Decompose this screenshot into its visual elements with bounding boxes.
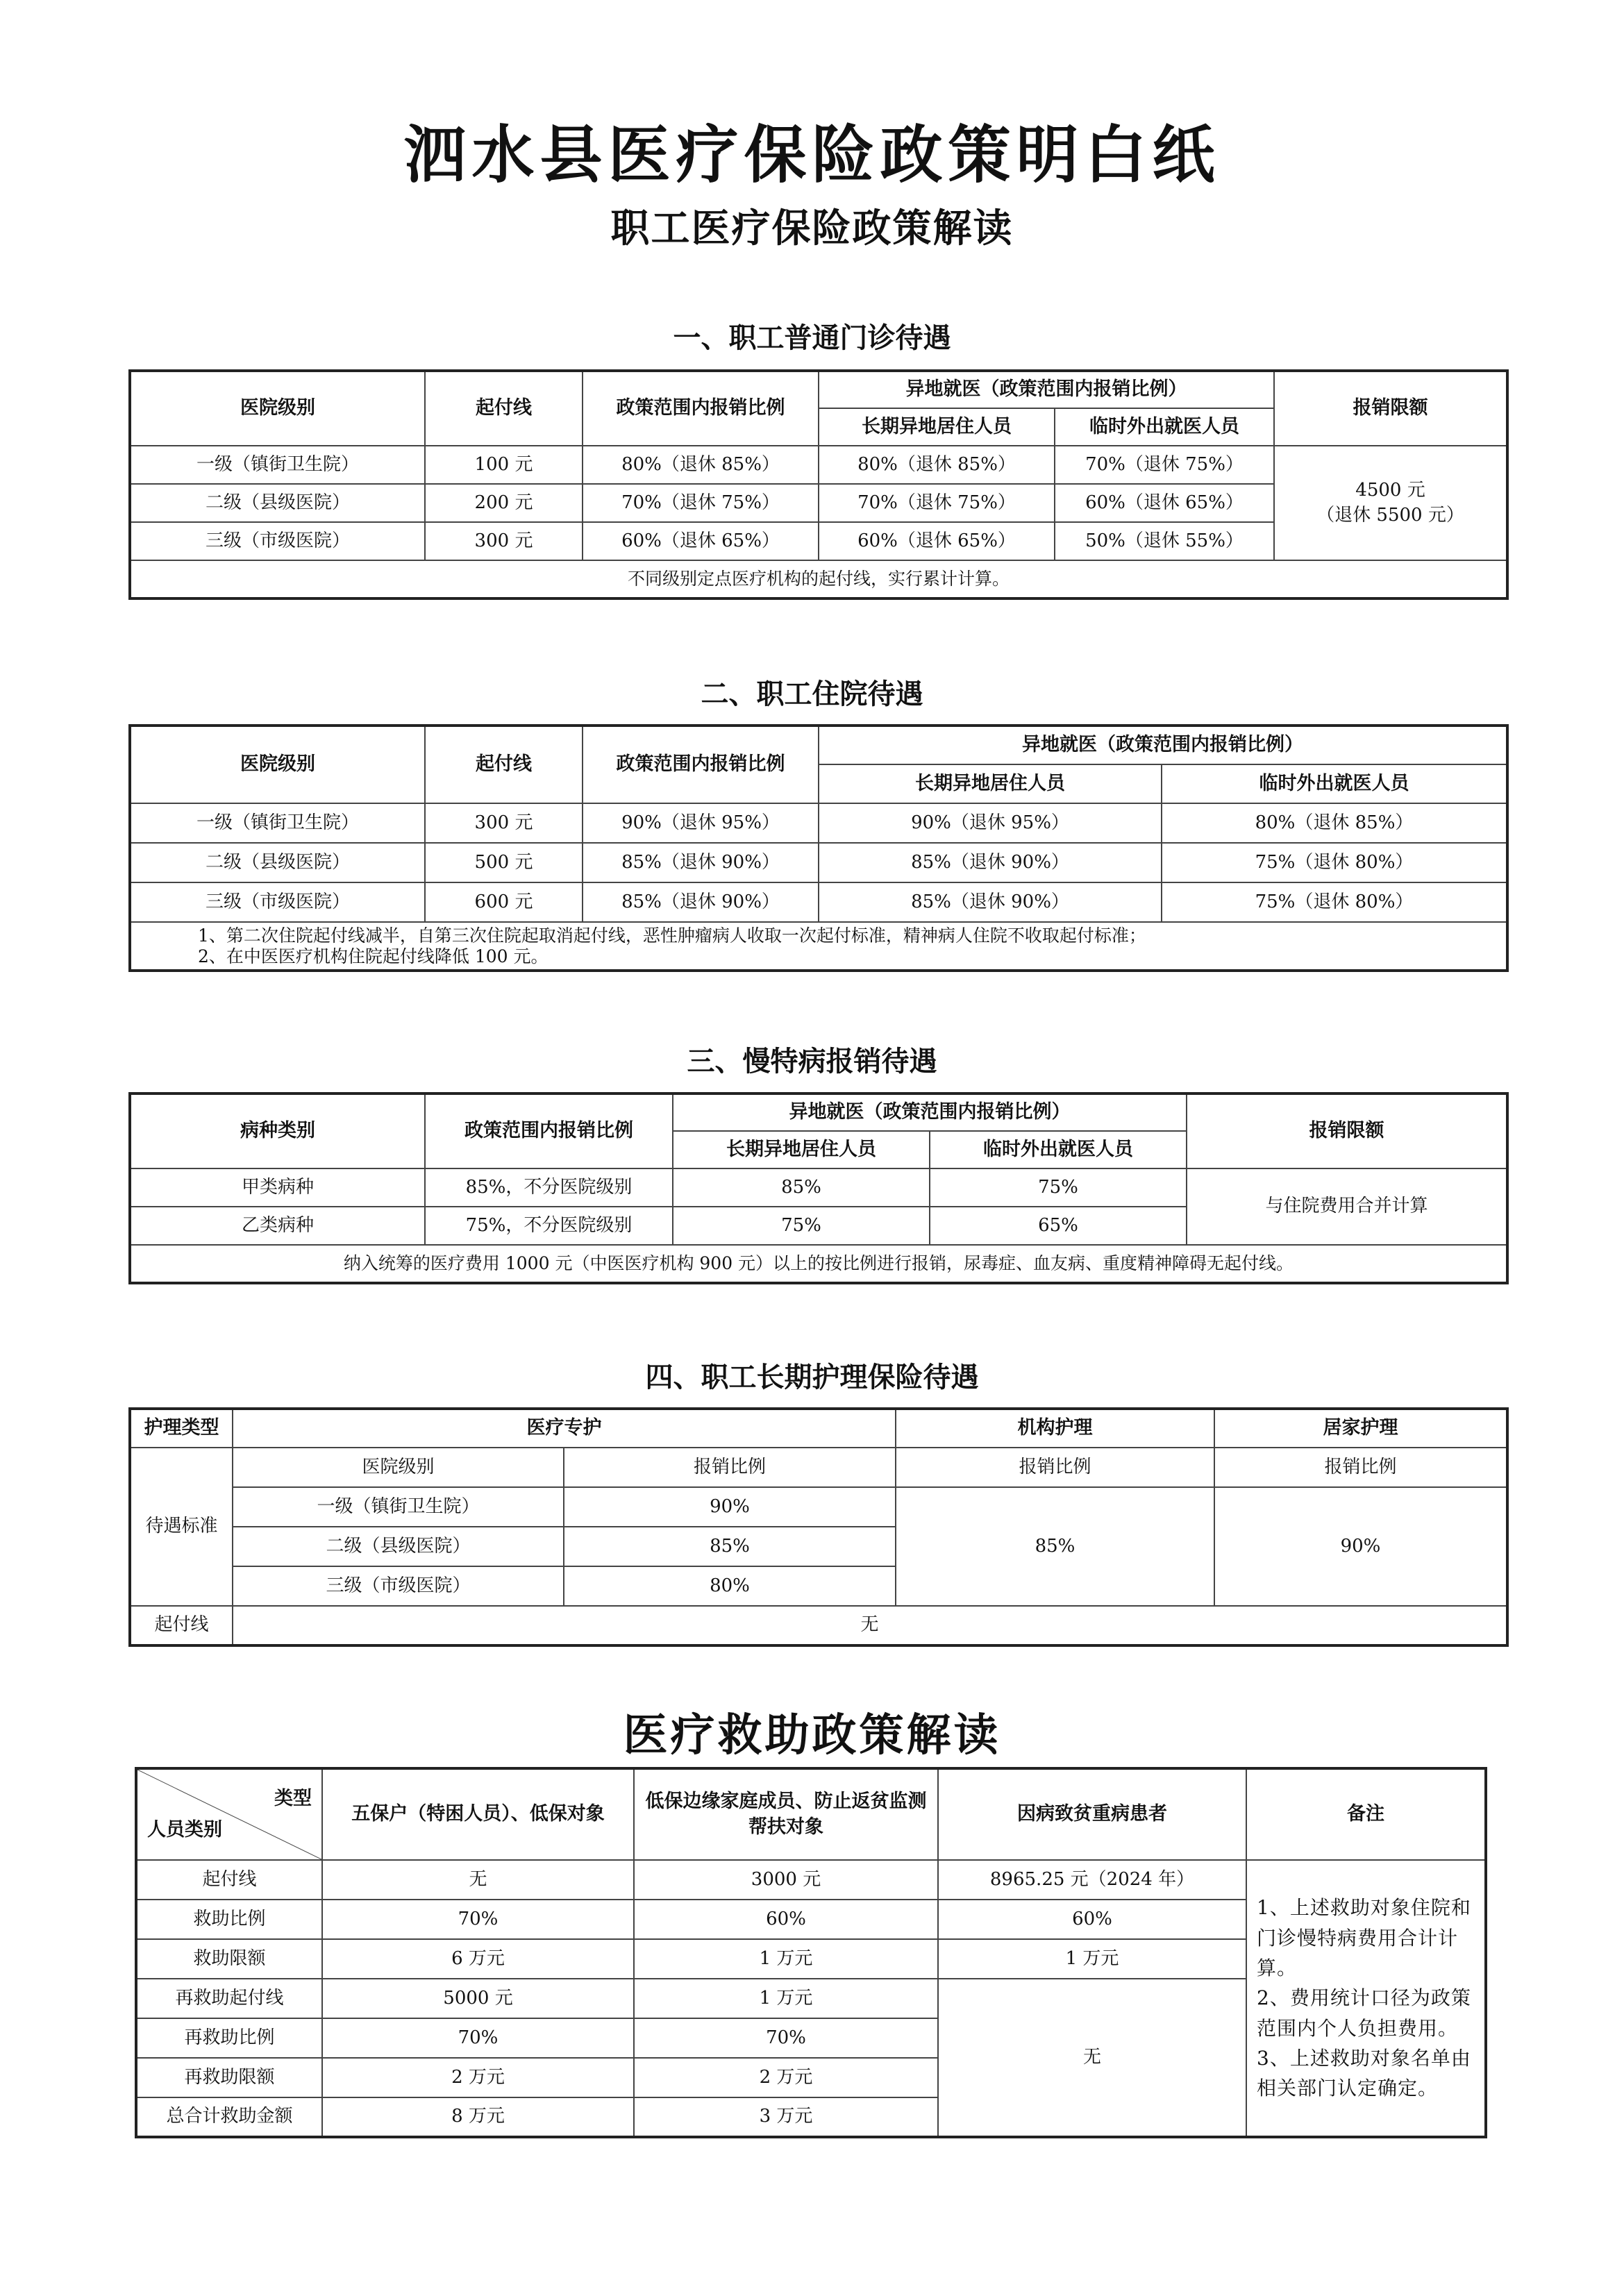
table-cell: 90%（退休 95%） [819, 803, 1162, 843]
table-cell: 200 元 [425, 484, 583, 522]
header-illness-poverty: 因病致贫重病患者 [938, 1768, 1246, 1860]
limit-retired: （退休 5500 元） [1316, 504, 1464, 526]
table-cell: 60%（退休 65%） [819, 522, 1055, 560]
table-cell: 300 元 [425, 803, 583, 843]
table-cell: 3000 元 [634, 1860, 938, 1900]
threshold-value: 无 [233, 1606, 1507, 1645]
table-note [130, 922, 1507, 971]
remark-line: 2、费用统计口径为政策范围内个人负担费用。 [1257, 1986, 1471, 2040]
assistance-title: 医疗救助政策解读 [623, 1709, 1001, 1761]
table-cell: 80% [564, 1566, 896, 1606]
header-five-guarantee: 五保户（特困人员）、低保对象 [322, 1768, 634, 1860]
table-cell: 2 万元 [322, 2058, 634, 2097]
header-long-term-resident: 长期异地居住人员 [819, 408, 1055, 446]
table-cell: 2 万元 [634, 2058, 938, 2097]
table-cell: 70% [322, 1900, 634, 1939]
header-institution-care: 机构护理 [896, 1409, 1214, 1448]
table-cell: 报销比例 [1214, 1448, 1507, 1487]
table-cell: 一级（镇街卫生院） [233, 1487, 564, 1527]
table-cell: 500 元 [425, 843, 583, 882]
table-cell: 80%（退休 85%） [583, 446, 819, 484]
table-note: 纳入统筹的医疗费用 1000 元（中医医疗机构 900 元）以上的按比例进行报销，尿毒症、血友病、重度精神障碍无起付线。 [130, 1245, 1507, 1283]
home-value: 90% [1214, 1487, 1507, 1606]
table-cell: 1 万元 [634, 1979, 938, 2018]
table-cell: 75%（退休 80%） [1162, 843, 1507, 882]
header-remote-care: 异地就医（政策范围内报销比例） [673, 1093, 1187, 1131]
header-medical-care: 医疗专护 [233, 1409, 896, 1448]
table-cell: 85%（退休 90%） [819, 882, 1162, 922]
header-long-term-resident: 长期异地居住人员 [819, 764, 1162, 803]
table-cell: 一级（镇街卫生院） [130, 446, 425, 484]
table-cell: 75% [930, 1168, 1187, 1207]
table-cell: 再救助起付线 [136, 1979, 322, 2018]
header-hospital-level: 医院级别 [130, 726, 425, 803]
table-cell: 1 万元 [938, 1939, 1246, 1979]
table-cell: 70%（退休 75%） [1055, 446, 1274, 484]
section2-title: 二、职工住院待遇 [701, 678, 923, 710]
header-temporary-visit: 临时外出就医人员 [1055, 408, 1274, 446]
table-cell: 70%（退休 75%） [819, 484, 1055, 522]
table-cell: 70% [634, 2018, 938, 2058]
note-line: 2、在中医医疗机构住院起付线降低 100 元。 [198, 946, 549, 966]
table-cell: 1 万元 [634, 1939, 938, 1979]
remarks-cell [1246, 1860, 1486, 2137]
outpatient-table [128, 369, 1509, 600]
limit-cell: 与住院费用合并计算 [1187, 1168, 1507, 1245]
table-cell: 二级（县级医院） [233, 1527, 564, 1566]
header-remote-care: 异地就医（政策范围内报销比例） [819, 371, 1274, 408]
assistance-table [135, 1767, 1487, 2138]
table-cell: 救助比例 [136, 1900, 322, 1939]
limit-value: 4500 元 [1355, 480, 1425, 501]
diagonal-header-cell [136, 1768, 322, 1860]
table-cell: 80%（退休 85%） [819, 446, 1055, 484]
table-cell: 90%（退休 95%） [583, 803, 819, 843]
table-cell: 8 万元 [322, 2097, 634, 2137]
header-home-care: 居家护理 [1214, 1409, 1507, 1448]
page-subtitle: 职工医疗保险政策解读 [610, 206, 1014, 251]
table-cell: 600 元 [425, 882, 583, 922]
header-remarks: 备注 [1246, 1768, 1486, 1860]
table-cell: 8965.25 元（2024 年） [938, 1860, 1246, 1900]
table-cell: 一级（镇街卫生院） [130, 803, 425, 843]
table-cell: 60%（退休 65%） [583, 522, 819, 560]
header-temporary-visit: 临时外出就医人员 [1162, 764, 1507, 803]
table-cell: 85% [564, 1527, 896, 1566]
header-threshold: 起付线 [425, 371, 583, 446]
header-policy-ratio: 政策范围内报销比例 [425, 1093, 673, 1168]
table-cell: 85%（退休 90%） [819, 843, 1162, 882]
table-cell: 100 元 [425, 446, 583, 484]
header-reimburse-limit: 报销限额 [1187, 1093, 1507, 1168]
note-line: 1、第二次住院起付线减半，自第三次住院起取消起付线，恶性肿瘤病人收取一次起付标准，精神病人住院不收取起付标准； [198, 925, 1146, 946]
table-cell: 85% [673, 1168, 930, 1207]
table-cell: 再救助比例 [136, 2018, 322, 2058]
chronic-disease-table [128, 1092, 1509, 1284]
header-disease-type: 病种类别 [130, 1093, 425, 1168]
table-cell: 65% [930, 1207, 1187, 1245]
table-cell: 85%（退休 90%） [583, 843, 819, 882]
table-cell: 60%（退休 65%） [1055, 484, 1274, 522]
limit-cell [1274, 446, 1507, 560]
header-remote-care: 异地就医（政策范围内报销比例） [819, 726, 1507, 764]
merged-none-cell: 无 [938, 1979, 1246, 2137]
header-care-type: 护理类型 [130, 1409, 233, 1448]
table-cell: 再救助限额 [136, 2058, 322, 2097]
table-cell: 三级（市级医院） [130, 522, 425, 560]
header-threshold: 起付线 [425, 726, 583, 803]
section1-title: 一、职工普通门诊待遇 [673, 322, 951, 354]
corner-type-label: 类型 [274, 1788, 312, 1809]
table-cell: 5000 元 [322, 1979, 634, 2018]
threshold-label: 起付线 [130, 1606, 233, 1645]
table-cell: 75%（退休 80%） [1162, 882, 1507, 922]
table-cell: 80%（退休 85%） [1162, 803, 1507, 843]
table-cell: 75%，不分医院级别 [425, 1207, 673, 1245]
section3-title: 三、慢特病报销待遇 [687, 1046, 937, 1078]
table-cell: 70%（退休 75%） [583, 484, 819, 522]
section4-title: 四、职工长期护理保险待遇 [645, 1361, 979, 1393]
table-note: 不同级别定点医疗机构的起付线，实行累计计算。 [130, 560, 1507, 598]
institution-value: 85% [896, 1487, 1214, 1606]
table-cell: 救助限额 [136, 1939, 322, 1979]
table-cell: 85%，不分医院级别 [425, 1168, 673, 1207]
table-cell: 50%（退休 55%） [1055, 522, 1274, 560]
table-cell: 起付线 [136, 1860, 322, 1900]
table-cell: 报销比例 [564, 1448, 896, 1487]
corner-person-label: 人员类别 [147, 1818, 222, 1841]
table-cell: 3 万元 [634, 2097, 938, 2137]
diagonal-line [137, 1770, 321, 1859]
inpatient-table [128, 724, 1509, 972]
header-hospital-level: 医院级别 [130, 371, 425, 446]
table-cell: 报销比例 [896, 1448, 1214, 1487]
table-cell: 60% [634, 1900, 938, 1939]
table-cell: 乙类病种 [130, 1207, 425, 1245]
header-reimburse-limit: 报销限额 [1274, 371, 1507, 446]
table-cell: 甲类病种 [130, 1168, 425, 1207]
table-cell: 6 万元 [322, 1939, 634, 1979]
table-cell: 二级（县级医院） [130, 484, 425, 522]
table-cell: 300 元 [425, 522, 583, 560]
table-cell: 无 [322, 1860, 634, 1900]
remark-line: 3、上述救助对象名单由相关部门认定确定。 [1257, 2047, 1471, 2100]
page-title: 泗水县医疗保险政策明白纸 [403, 118, 1221, 192]
header-policy-ratio: 政策范围内报销比例 [583, 371, 819, 446]
table-cell: 总合计救助金额 [136, 2097, 322, 2137]
remark-line: 1、上述救助对象住院和门诊慢特病费用合计计算。 [1257, 1896, 1471, 1979]
table-cell: 60% [938, 1900, 1246, 1939]
standard-label: 待遇标准 [130, 1448, 233, 1606]
table-cell: 医院级别 [233, 1448, 564, 1487]
header-temporary-visit: 临时外出就医人员 [930, 1131, 1187, 1168]
table-cell: 二级（县级医院） [130, 843, 425, 882]
table-cell: 85%（退休 90%） [583, 882, 819, 922]
table-cell: 70% [322, 2018, 634, 2058]
long-term-care-table [128, 1407, 1509, 1647]
table-cell: 90% [564, 1487, 896, 1527]
table-cell: 三级（市级医院） [130, 882, 425, 922]
header-low-income-edge: 低保边缘家庭成员、防止返贫监测帮扶对象 [634, 1768, 938, 1860]
header-policy-ratio: 政策范围内报销比例 [583, 726, 819, 803]
table-cell: 三级（市级医院） [233, 1566, 564, 1606]
table-cell: 75% [673, 1207, 930, 1245]
header-long-term-resident: 长期异地居住人员 [673, 1131, 930, 1168]
